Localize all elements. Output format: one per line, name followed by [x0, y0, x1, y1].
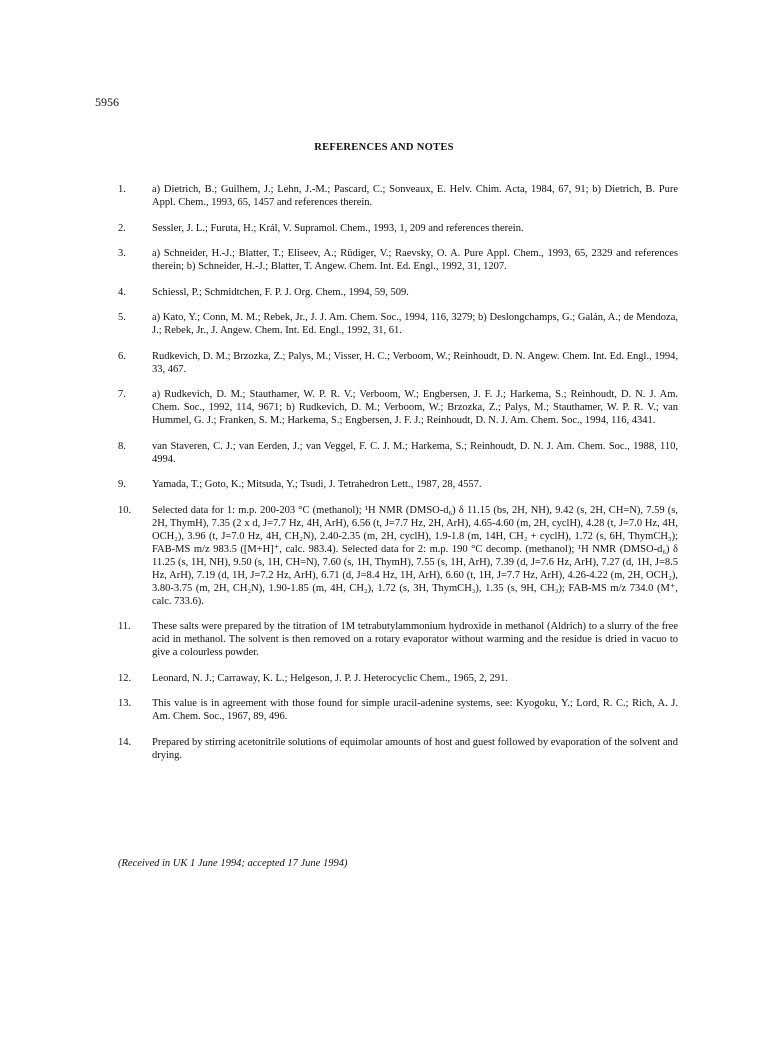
reference-number: 9.: [118, 479, 126, 490]
reference-number: 12.: [118, 672, 132, 684]
reference-text: Rudkevich, D. M.; Brzozka, Z.; Palys, M.; Visser, H. C.; Verboom, W.; Reinhoudt, D. N. Angew. Chem. Int. Ed. Engl., 1994, 33, 467.: [152, 350, 678, 375]
reference-item: [118, 388, 678, 427]
reference-item: [118, 504, 678, 608]
reference-item: [118, 311, 678, 337]
reference-number: 2.: [118, 222, 126, 234]
reference-number: 13.: [118, 698, 132, 709]
reference-text: Schiessl, P.; Schmidtchen, F. P. J. Org. Chem., 1994, 59, 509.: [152, 286, 409, 298]
reference-number: 1.: [118, 184, 126, 195]
reference-text: Sessler, J. L.; Furuta, H.; Král, V. Supramol. Chem., 1993, 1, 209 and references therein.: [152, 222, 524, 234]
reference-number: 5.: [118, 312, 126, 323]
reference-text: a) Dietrich, B.; Guilhem, J.; Lehn, J.-M.; Pascard, C.; Sonveaux, E. Helv. Chim. Acta, 1984, 67, 91; b) Dietrich, B. Pure Appl. Chem., 1993, 65, 1457 and references therein.: [152, 184, 678, 208]
reference-text: These salts were prepared by the titration of 1M tetrabutylammonium hydroxide in methanol (Aldrich) to a slurry of the free acid in methanol. The solvent is then removed on a rotary evaporator without warming and the residue is dried in vacuo to give a colourless powder.: [152, 621, 678, 658]
reference-number: 7.: [118, 389, 126, 400]
page-number: 5956: [95, 95, 119, 109]
reference-text: Yamada, T.; Goto, K.; Mitsuda, Y.; Tsudi, J. Tetrahedron Lett., 1987, 28, 4557.: [152, 479, 482, 490]
reference-text: a) Rudkevich, D. M.; Stauthamer, W. P. R. V.; Verboom, W.; Engbersen, J. F. J.; Harkema, S.; Reinhoudt, D. N. J. Am. Chem. Soc., 1992, 114, 9671; b) Rudkevich, D. M.; Verboom, W.; Brzozka, Z.; Palys, M.; Stauthamer, W. P. R. V.; van Hummel, G. J.; Franken, S. M.; Harkema, S.; Engbersen, J. F. J.; Reinhoudt, D. N. J. Am. Chem. Soc., 1994, 116, 4341.: [152, 389, 678, 426]
reference-number: 3.: [118, 248, 126, 259]
reference-text: Prepared by stirring acetonitrile solutions of equimolar amounts of host and guest followed by evaporation of the solvent and drying.: [152, 736, 678, 761]
reference-number: 11.: [118, 621, 131, 632]
reference-text: This value is in agreement with those found for simple uracil-adenine systems, see: Kyogoku, Y.; Lord, R. C.; Rich, A. J. Am. Chem. Soc., 1967, 89, 496.: [152, 698, 678, 722]
reference-item: [118, 350, 678, 376]
reference-item: [118, 222, 678, 235]
reference-number: 14.: [118, 736, 132, 748]
reference-number: 4.: [118, 286, 126, 298]
reference-text: a) Kato, Y.; Conn, M. M.; Rebek, Jr., J. J. Am. Chem. Soc., 1994, 116, 3279; b) Deslongchamps, G.; Galán, A.; de Mendoza, J.; Rebek, Jr., J. Angew. Chem. Int. Ed. Engl., 1992, 31, 61.: [152, 312, 678, 336]
reference-item: [118, 736, 678, 762]
reference-item: [118, 478, 678, 491]
reference-item: [118, 183, 678, 209]
reference-item: [118, 247, 678, 273]
reference-text: a) Schneider, H.-J.; Blatter, T.; Eliseev, A.; Rüdiger, V.; Raevsky, O. A. Pure Appl. Chem., 1993, 65, 2329 and references therein; b) Schneider, H.-J.; Blatter, T. Angew. Chem. Int. Ed. Engl., 1992, 31, 1207.: [152, 248, 678, 272]
reference-text: Leonard, N. J.; Carraway, K. L.; Helgeson, J. P. J. Heterocyclic Chem., 1965, 2, 291.: [152, 672, 508, 684]
reference-text: van Staveren, C. J.; van Eerden, J.; van Veggel, F. C. J. M.; Harkema, S.; Reinhoudt, D. N. J. Am. Chem. Soc., 1988, 110, 4994.: [152, 440, 678, 465]
reference-number: 6.: [118, 350, 126, 362]
reference-item: [118, 286, 678, 299]
reference-number: 10.: [118, 504, 132, 516]
reference-number: 8.: [118, 440, 126, 452]
reference-text: Selected data for 1: m.p. 200-203 °C (methanol); ¹H NMR (DMSO-d₆) δ 11.15 (bs, 2H, NH), 9.42 (s, 2H, CH=N), 7.59 (s, 2H, ThymH), 7.35 (2 x d, J=7.7 Hz, 4H, ArH), 6.56 (t, J=7.7 Hz, 2H, ArH), 4.65-4.60 (m, 2H, cyclH), 4.28 (t, J=7.0 Hz, 4H, OCH₂), 3.96 (t, J=7.0 Hz, 4H, CH₂N), 2.40-2.35 (m, 2H, cyclH), 1.9-1.8 (m, 14H, CH₂ + cyclH), 1.72 (s, 6H, ThymCH₃); FAB-MS m/z 983.5 ([M+H]⁺, calc. 983.4). Selected data for 2: m.p. 190 °C decomp. (methanol); ¹H NMR (DMSO-d₆) δ 11.25 (s, 1H, NH), 9.50 (s, 1H, CH=N), 7.60 (s, 1H, ThymH), 7.55 (s, 1H, ArH), 7.39 (d, J=7.6 Hz, ArH), 7.27 (d, 1H, J=8.5 Hz, ArH), 7.19 (d, 1H, J=7.2 Hz, ArH), 6.71 (d, J=8.4 Hz, 1H, ArH), 6.60 (t, 1H, J=7.7 Hz, ArH), 4.26-4.22 (m, 2H, OCH₂), 3.80-3.75 (m, 2H, CH₂N), 1.90-1.85 (m, 4H, CH₂), 1.72 (s, 3H, ThymCH₃), 1.35 (s, 9H, CH₃); FAB-MS m/z 734.0 (M⁺, calc. 733.6).: [152, 504, 678, 607]
reference-item: [118, 672, 678, 685]
reference-item: [118, 440, 678, 466]
reference-item: [118, 697, 678, 723]
received-note: (Received in UK 1 June 1994; accepted 17 June 1994): [118, 858, 348, 869]
section-heading: REFERENCES AND NOTES: [314, 142, 454, 153]
references-list: [118, 183, 678, 774]
reference-item: [118, 620, 678, 659]
